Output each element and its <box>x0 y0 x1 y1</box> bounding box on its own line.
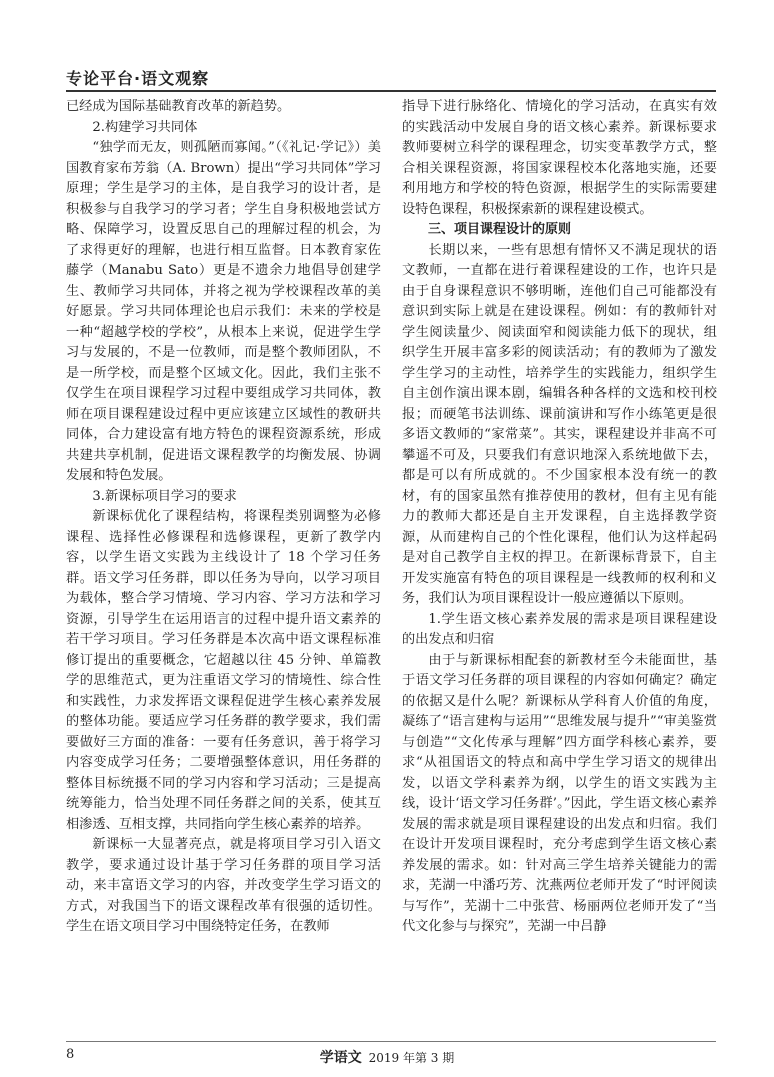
paragraph: 新课标优化了课程结构，将课程类别调整为必修课程、选择性必修课程和选修课程，更新了教学内容，以学生语文实践为主线设计了 18 个学习任务群。语文学习任务群，即以任务为导向，以学习项目为载体，整合学习情境、学习内容、学习方法和学习资源，引导学生在运用语言的过程中提升语文素养的若干学习项目。学习任务群是本次高中语文课程标准修订提出的重要概念，它超越以往 45 分钟、单篇教学的思维范式，更为注重语文学习的情境性、综合性和实践性，力求发挥语文课程促进学生核心素养发展的整体功能。要适应学习任务群的教学要求，我们需要做好三方面的准备：一要有任务意识，善于将学习内容变成学习任务；二要增强整体意识，用任务群的整体目标统摄不同的学习内容和学习活动；三是提高统筹能力，恰当处理不同任务群之间的关系，使其互相渗透、互相支撑，共同指向学生核心素养的培养。 <box>66 509 381 832</box>
subsection-heading: 2.构建学习共同体 <box>92 119 198 135</box>
journal-issue: 2019 年第 3 期 <box>368 1051 455 1065</box>
header-divider <box>66 90 716 92</box>
paragraph: 已经成为国际基础教育改革的新趋势。 <box>66 99 291 114</box>
footer-divider <box>66 1041 716 1042</box>
journal-name: 学语文 <box>319 1050 362 1066</box>
paragraph: 指导下进行脉络化、情境化的学习活动，在真实有效的实践活动中发展自身的语文核心素养。新课标要求教师要树立科学的课程理念，切实变革教学方式，整合相关课程资源，将国家课程校本化落地实施，还要利用地方和学校的特色资源，根据学生的实际需要建设特色课程，积极探索新的课程建设模式。 <box>402 99 717 217</box>
page-number: 8 <box>66 1047 75 1062</box>
section-title: 专论平台·语文观察 <box>66 69 210 88</box>
running-header <box>66 66 716 88</box>
paragraph: 由于与新课标相配套的新教材至今未能面世，基于语文学习任务群的项目课程的内容如何确定？确定的依据又是什么呢？新课标从学科育人价值的角度，凝练了“语言建构与运用”“思维发展与提升”“审美鉴赏与创造”“文化传承与理解”四方面学科核心素养，要求“从祖国语文的特点和高中学生学习语文的规律出发，以语文学科素养为纲，以学生的语文实践为主线，设计‘语文学习任务群’。”因此，学生语文核心素养发展的需求就是项目课程建设的出发点和归宿。我们在设计开发项目课程时，充分考虑到学生语文核心素养发展的需求。如：针对高三学生培养关键能力的需求，芜湖一中潘巧芳、沈燕两位老师开发了“时评阅读与写作”，芜湖十二中张营、杨丽两位老师开发了“当代文化参与与探究”，芜湖一中吕静 <box>402 652 717 934</box>
journal-info <box>0 1047 774 1067</box>
paragraph: 长期以来，一些有思想有情怀又不满足现状的语文教师，一直都在进行着课程建设的工作，也许只是由于自身课程意识不够明晰，连他们自己可能都没有意识到实际上就是在建设课程。例如：有的教师针对学生阅读量少、阅读面窄和阅读能力低下的现状，组织学生开展丰富多彩的阅读活动；有的教师为了激发学生学习的主动性，培养学生的实践能力，组织学生自主创作演出课本剧，编辑各种各样的文选和校刊校报；而硬笔书法训练、课前演讲和写作小练笔更是很多语文教师的“家常菜”。其实，课程建设并非高不可攀遥不可及，只要我们有意识地深入系统地做下去，都是可以有所成就的。不少国家根本没有统一的教材，有的国家虽然有推荐使用的教材，但有主见有能力的教师大都还是自主开发课程，自主选择教学资源，从而建构自己的个性化课程，他们认为这样起码是对自己教学自主权的捍卫。在新课标背景下，自主开发实施富有特色的项目课程是一线教师的权利和义务，我们认为项目课程设计一般应遵循以下原则。 <box>402 242 717 606</box>
paragraph: 新课标一大显著亮点，就是将项目学习引入语文教学，要求通过设计基于学习任务群的项目学习活动，来丰富语文学习的内容，并改变学生学习语文的方式，对我国当下的语文课程改革有很强的适切性。学生在语文项目学习中围绕特定任务，在教师 <box>66 837 381 934</box>
left-column <box>66 97 381 938</box>
subsection-heading: 3.新课标项目学习的要求 <box>92 488 237 504</box>
subsection-heading: 1.学生语文核心素养发展的需求是项目课程建设的出发点和归宿 <box>402 611 717 647</box>
right-column <box>402 97 717 938</box>
section-heading: 三、项目课程设计的原则 <box>428 222 572 237</box>
paragraph: “独学而无友，则孤陋而寡闻。”（《礼记·学记》）美国教育家布芳翁（A. Brown）提出“学习共同体”学习原理；学生是学习的主体，是自我学习的设计者，是积极参与自我学习的学习者；学生自身积极地尝试方略、保障学习，设置反思自己的理解过程的机会，为了求得更好的理解，也进行相互监督。日本教育家佐藤学（Manabu Sato）更是不遗余力地倡导创建学生、教师学习共同体，并将之视为学校课程改革的美好愿景。学习共同体理论也启示我们：未来的学校是一种“超越学校的学校”，从根本上来说，促进学生学习与发展的，不是一位教师，而是整个教师团队，不是一所学校，而是整个区域文化。因此，我们主张不仅学生在项目课程学习过程中要组成学习共同体，教师在项目课程建设过程中更应该建立区域性的教研共同体，合力建设富有地方特色的课程资源系统，形成共建共享机制，促进语文课程教学的均衡发展、协调发展和特色发展。 <box>66 140 381 483</box>
